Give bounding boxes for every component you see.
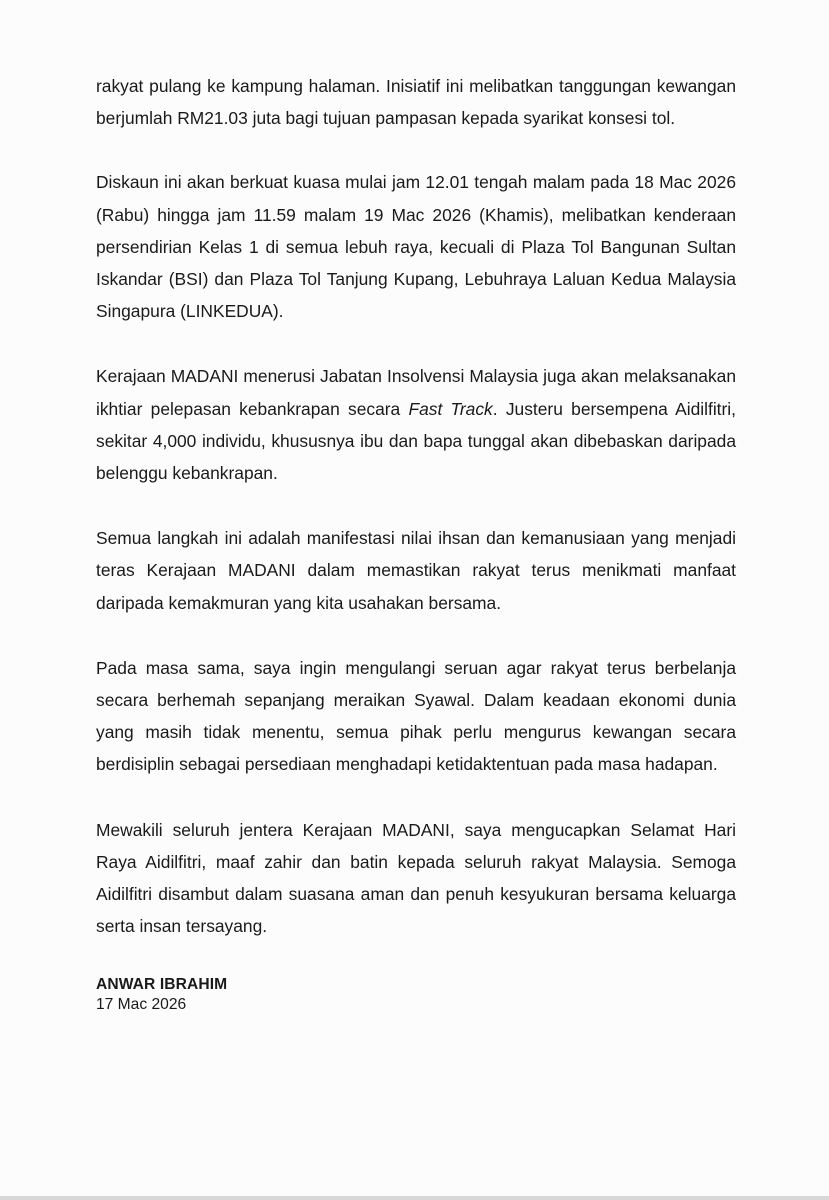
fast-track-term: Fast Track — [408, 398, 493, 419]
paragraph-discount-period: Diskaun ini akan berkuat kuasa mulai jam 12.01 tengah malam pada 18 Mac 2026 (Rabu) hingga jam 11.59 malam 19 Mac 2026 (Khamis), melibatkan kenderaan persendirian Kelas 1 di semua lebuh raya, kecuali di Plaza Tol Bangunan Sultan Iskandar (BSI) dan Plaza Tol Tanjung Kupang, Lebuhraya Laluan Kedua Malaysia Singapura (LINKEDUA). — [96, 172, 736, 322]
paragraph-bankruptcy-release-part1: Kerajaan MADANI menerusi Jabatan Insolvensi Malaysia juga akan melaksanakan ikhtiar pelepasan kebankrapan secara — [96, 366, 736, 419]
paragraph-raya-greeting: Mewakili seluruh jentera Kerajaan MADANI, saya mengucapkan Selamat Hari Raya Aidilfitri, maaf zahir dan batin kepada seluruh rakyat Malaysia. Semoga Aidilfitri disambut dalam suasana aman dan penuh kesyukuran bersama keluarga serta insan tersayang. — [96, 819, 736, 937]
paragraph-madani-values: Semua langkah ini adalah manifestasi nilai ihsan dan kemanusiaan yang menjadi teras Kerajaan MADANI dalam memastikan rakyat terus menikmati manfaat daripada kemakmuran yang kita usahakan bersama. — [96, 528, 736, 613]
paragraph-bankruptcy-release — [96, 360, 736, 489]
signature-block — [96, 975, 736, 1015]
page-bottom-edge — [0, 1196, 829, 1200]
paragraph-bankruptcy-release-part2: . Justeru bersempena Aidilfitri, sekitar 4,000 individu, khususnya ibu dan bapa tunggal akan dibebaskan daripada belenggu kebankrapan. — [96, 398, 736, 484]
signature-date: 17 Mac 2026 — [96, 996, 187, 1014]
paragraph-toll-compensation: rakyat pulang ke kampung halaman. Inisiatif ini melibatkan tanggungan kewangan berjumlah RM21.03 juta bagi tujuan pampasan kepada syarikat konsesi tol. — [96, 76, 736, 129]
signatory-name: ANWAR IBRAHIM — [96, 976, 228, 994]
document-body — [96, 70, 736, 1015]
paragraph-prudent-spending: Pada masa sama, saya ingin mengulangi seruan agar rakyat terus berbelanja secara berhemah sepanjang meraikan Syawal. Dalam keadaan ekonomi dunia yang masih tidak menentu, semua pihak perlu mengurus kewangan secara berdisiplin sebagai persediaan menghadapi ketidaktentuan pada masa hadapan. — [96, 657, 736, 775]
